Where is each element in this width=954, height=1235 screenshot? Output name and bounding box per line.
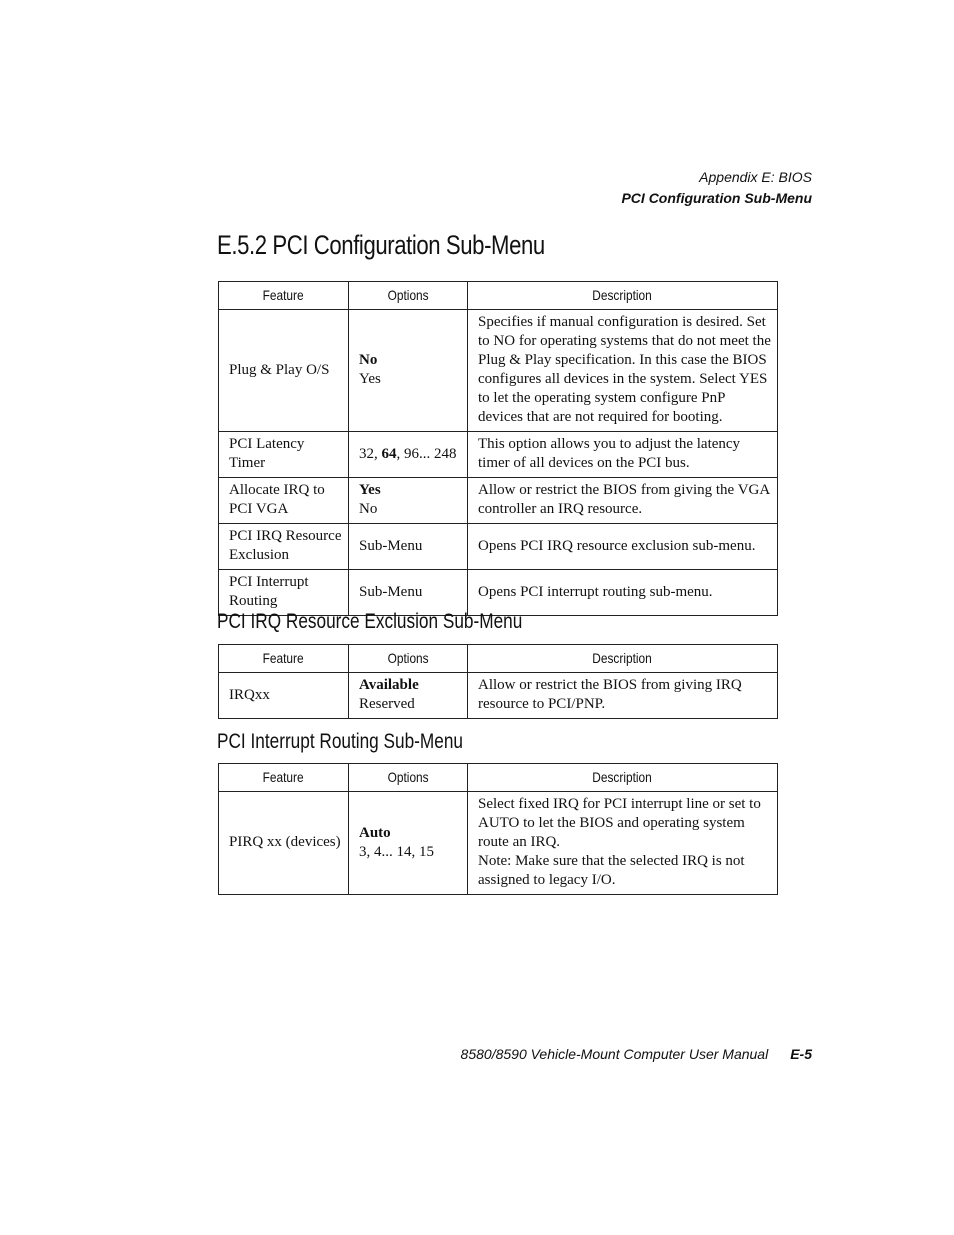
table-row — [219, 310, 778, 432]
description-cell: Allow or restrict the BIOS from giving IRQ resource to PCI/PNP. — [468, 673, 778, 719]
header-feature: Feature — [219, 282, 349, 310]
options-cell: Sub-Menu — [349, 570, 468, 616]
header-description: Description — [468, 282, 778, 310]
running-head-appendix: Appendix E: BIOS — [699, 169, 812, 185]
table-header-row — [219, 645, 778, 673]
default-option: Available — [359, 677, 419, 693]
alt-option: 3, 4... 14, 15 — [359, 843, 434, 860]
description-cell: Allow or restrict the BIOS from giving the VGA controller an IRQ resource. — [468, 478, 778, 524]
manual-title: 8580/8590 Vehicle-Mount Computer User Manual — [460, 1046, 769, 1062]
description-cell: Opens PCI IRQ resource exclusion sub-menu. — [468, 524, 778, 570]
options-cell: Sub-Menu — [349, 524, 468, 570]
options-cell — [349, 310, 468, 432]
feature-cell: PCI IRQ Resource Exclusion — [219, 524, 349, 570]
alt-option: Reserved — [359, 696, 415, 712]
default-option: 64 — [381, 445, 397, 462]
description-cell: Opens PCI interrupt routing sub-menu. — [468, 570, 778, 616]
running-head-subsection: PCI Configuration Sub-Menu — [621, 190, 812, 206]
page-number: E-5 — [790, 1046, 812, 1062]
options-cell: 32, 64, 96... 248 — [349, 432, 468, 478]
interrupt-routing-title: PCI Interrupt Routing Sub-Menu — [217, 730, 463, 753]
default-option: Yes — [359, 482, 381, 498]
table-header-row — [219, 764, 778, 792]
table-row — [219, 792, 778, 895]
feature-cell: Allocate IRQ to PCI VGA — [219, 478, 349, 524]
options-cell — [349, 478, 468, 524]
default-option: Auto — [359, 824, 391, 841]
table-row — [219, 673, 778, 719]
table-row — [219, 524, 778, 570]
header-options: Options — [349, 282, 468, 310]
table-row — [219, 570, 778, 616]
irq-exclusion-table — [218, 644, 778, 719]
header-options: Options — [349, 764, 468, 792]
interrupt-routing-table — [218, 763, 778, 895]
alt-option: Yes — [359, 371, 381, 387]
feature-cell: Plug & Play O/S — [219, 310, 349, 432]
description-note: Note: Make sure that the selected IRQ is not assigned to legacy I/O. — [478, 853, 745, 888]
irq-exclusion-title: PCI IRQ Resource Exclusion Sub-Menu — [217, 610, 523, 633]
header-description: Description — [468, 645, 778, 673]
options-cell — [349, 673, 468, 719]
section-title: E.5.2 PCI Configuration Sub-Menu — [217, 230, 545, 260]
page-footer — [461, 1046, 812, 1062]
header-feature: Feature — [219, 645, 349, 673]
alt-option: No — [359, 501, 378, 517]
header-description: Description — [468, 764, 778, 792]
pci-configuration-table — [218, 281, 778, 616]
description-text: Select fixed IRQ for PCI interrupt line or set to AUTO to let the BIOS and operating system route an IRQ. — [478, 796, 761, 850]
description-cell: Specifies if manual configuration is desired. Set to NO for operating systems that do not meet the Plug & Play specification. In this case the BIOS configures all devices in the system. Select YES to let the operating system configure PnP devices that are not required for booting. — [468, 310, 778, 432]
feature-cell: PCI Interrupt Routing — [219, 570, 349, 616]
table-header-row — [219, 282, 778, 310]
description-cell: This option allows you to adjust the latency timer of all devices on the PCI bus. — [468, 432, 778, 478]
feature-cell: IRQxx — [219, 673, 349, 719]
default-option: No — [359, 352, 378, 368]
table-row — [219, 478, 778, 524]
description-cell — [468, 792, 778, 895]
header-options: Options — [349, 645, 468, 673]
table-row — [219, 432, 778, 478]
running-head — [621, 167, 812, 209]
header-feature: Feature — [219, 764, 349, 792]
feature-cell: PIRQ xx (devices) — [219, 792, 349, 895]
feature-cell: PCI Latency Timer — [219, 432, 349, 478]
options-cell — [349, 792, 468, 895]
